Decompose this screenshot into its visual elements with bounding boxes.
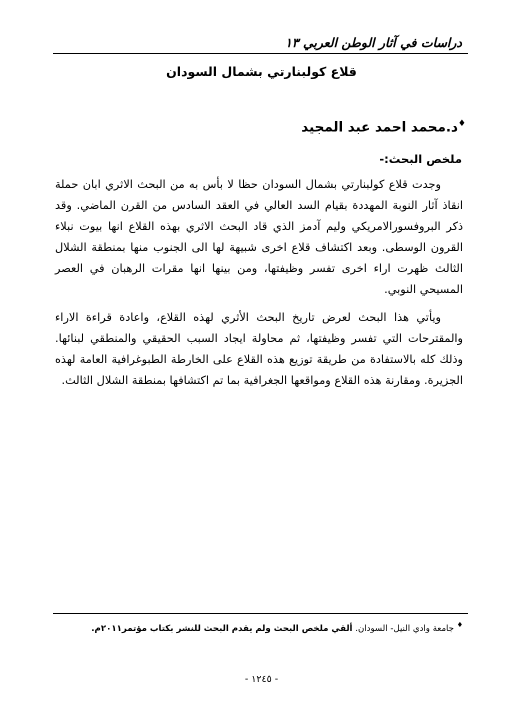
footnote: [53, 621, 463, 634]
page-number: - ١٢٤٥ -: [244, 674, 279, 685]
abstract-body: [55, 174, 463, 391]
running-header: [53, 35, 468, 54]
author-line: [301, 119, 466, 136]
footnote-note: ألقي ملخص البحث ولم يقدم البحث للنشر بكتاب مؤتمر٢٠١١م.: [91, 623, 353, 634]
running-header-text: دراسات في آثار الوطن العربي ١٣: [285, 35, 462, 50]
footnote-marker: ♦: [456, 621, 463, 629]
paper-title: قلاع كولبنارتي بشمال السودان: [166, 64, 357, 79]
footnote-divider: [53, 613, 468, 614]
abstract-paragraph-1: وجدت قلاع كولبنارتي بشمال السودان حظا لا بأس به من البحث الاثري ابان حملة انقاذ آثار النوبة المهددة بقيام السد العالي في العقد السادس من القرن الماضي. وقد ذكر البروفسورالامريكي وليم آدمز الذي قاد البحث الاثري بهذه القلاع انها بيوت نبلاء القرون الوسطى. وبعد اكتشاف قلاع اخرى شبيهة لها الى الجنوب منها بمنطقة الشلال الثالث ظهرت اراء اخرى تفسر وظيفتها، ومن بينها انها مقرات الرهبان في العصر المسيحي النوبي.: [55, 178, 463, 296]
footnote-affiliation: جامعة وادي النيل- السودان.: [355, 623, 454, 634]
author-name: د.محمد احمد عبد المجيد: [301, 119, 458, 136]
abstract-paragraph-2: ويأتي هذا البحث لعرض تاريخ البحث الأثري لهذه القلاع، واعادة قراءة الاراء والمقترحات التي تفسر وظيفتها، ثم محاولة ايجاد السبب الحقيقي والمنطقي لبنائها. وذلك كله بالاستفادة من طريقة توزيع هذه القلاع على الخارطة الطبوغرافية العامة لهذه الجزيرة. ومقارنة هذه القلاع ومواقعها الجغرافية بما تم اكتشافها بمنطقة الشلال الثالث.: [55, 311, 463, 387]
abstract-heading: ملخص البحث:-: [379, 152, 462, 166]
author-footnote-marker: ♦: [457, 119, 466, 129]
